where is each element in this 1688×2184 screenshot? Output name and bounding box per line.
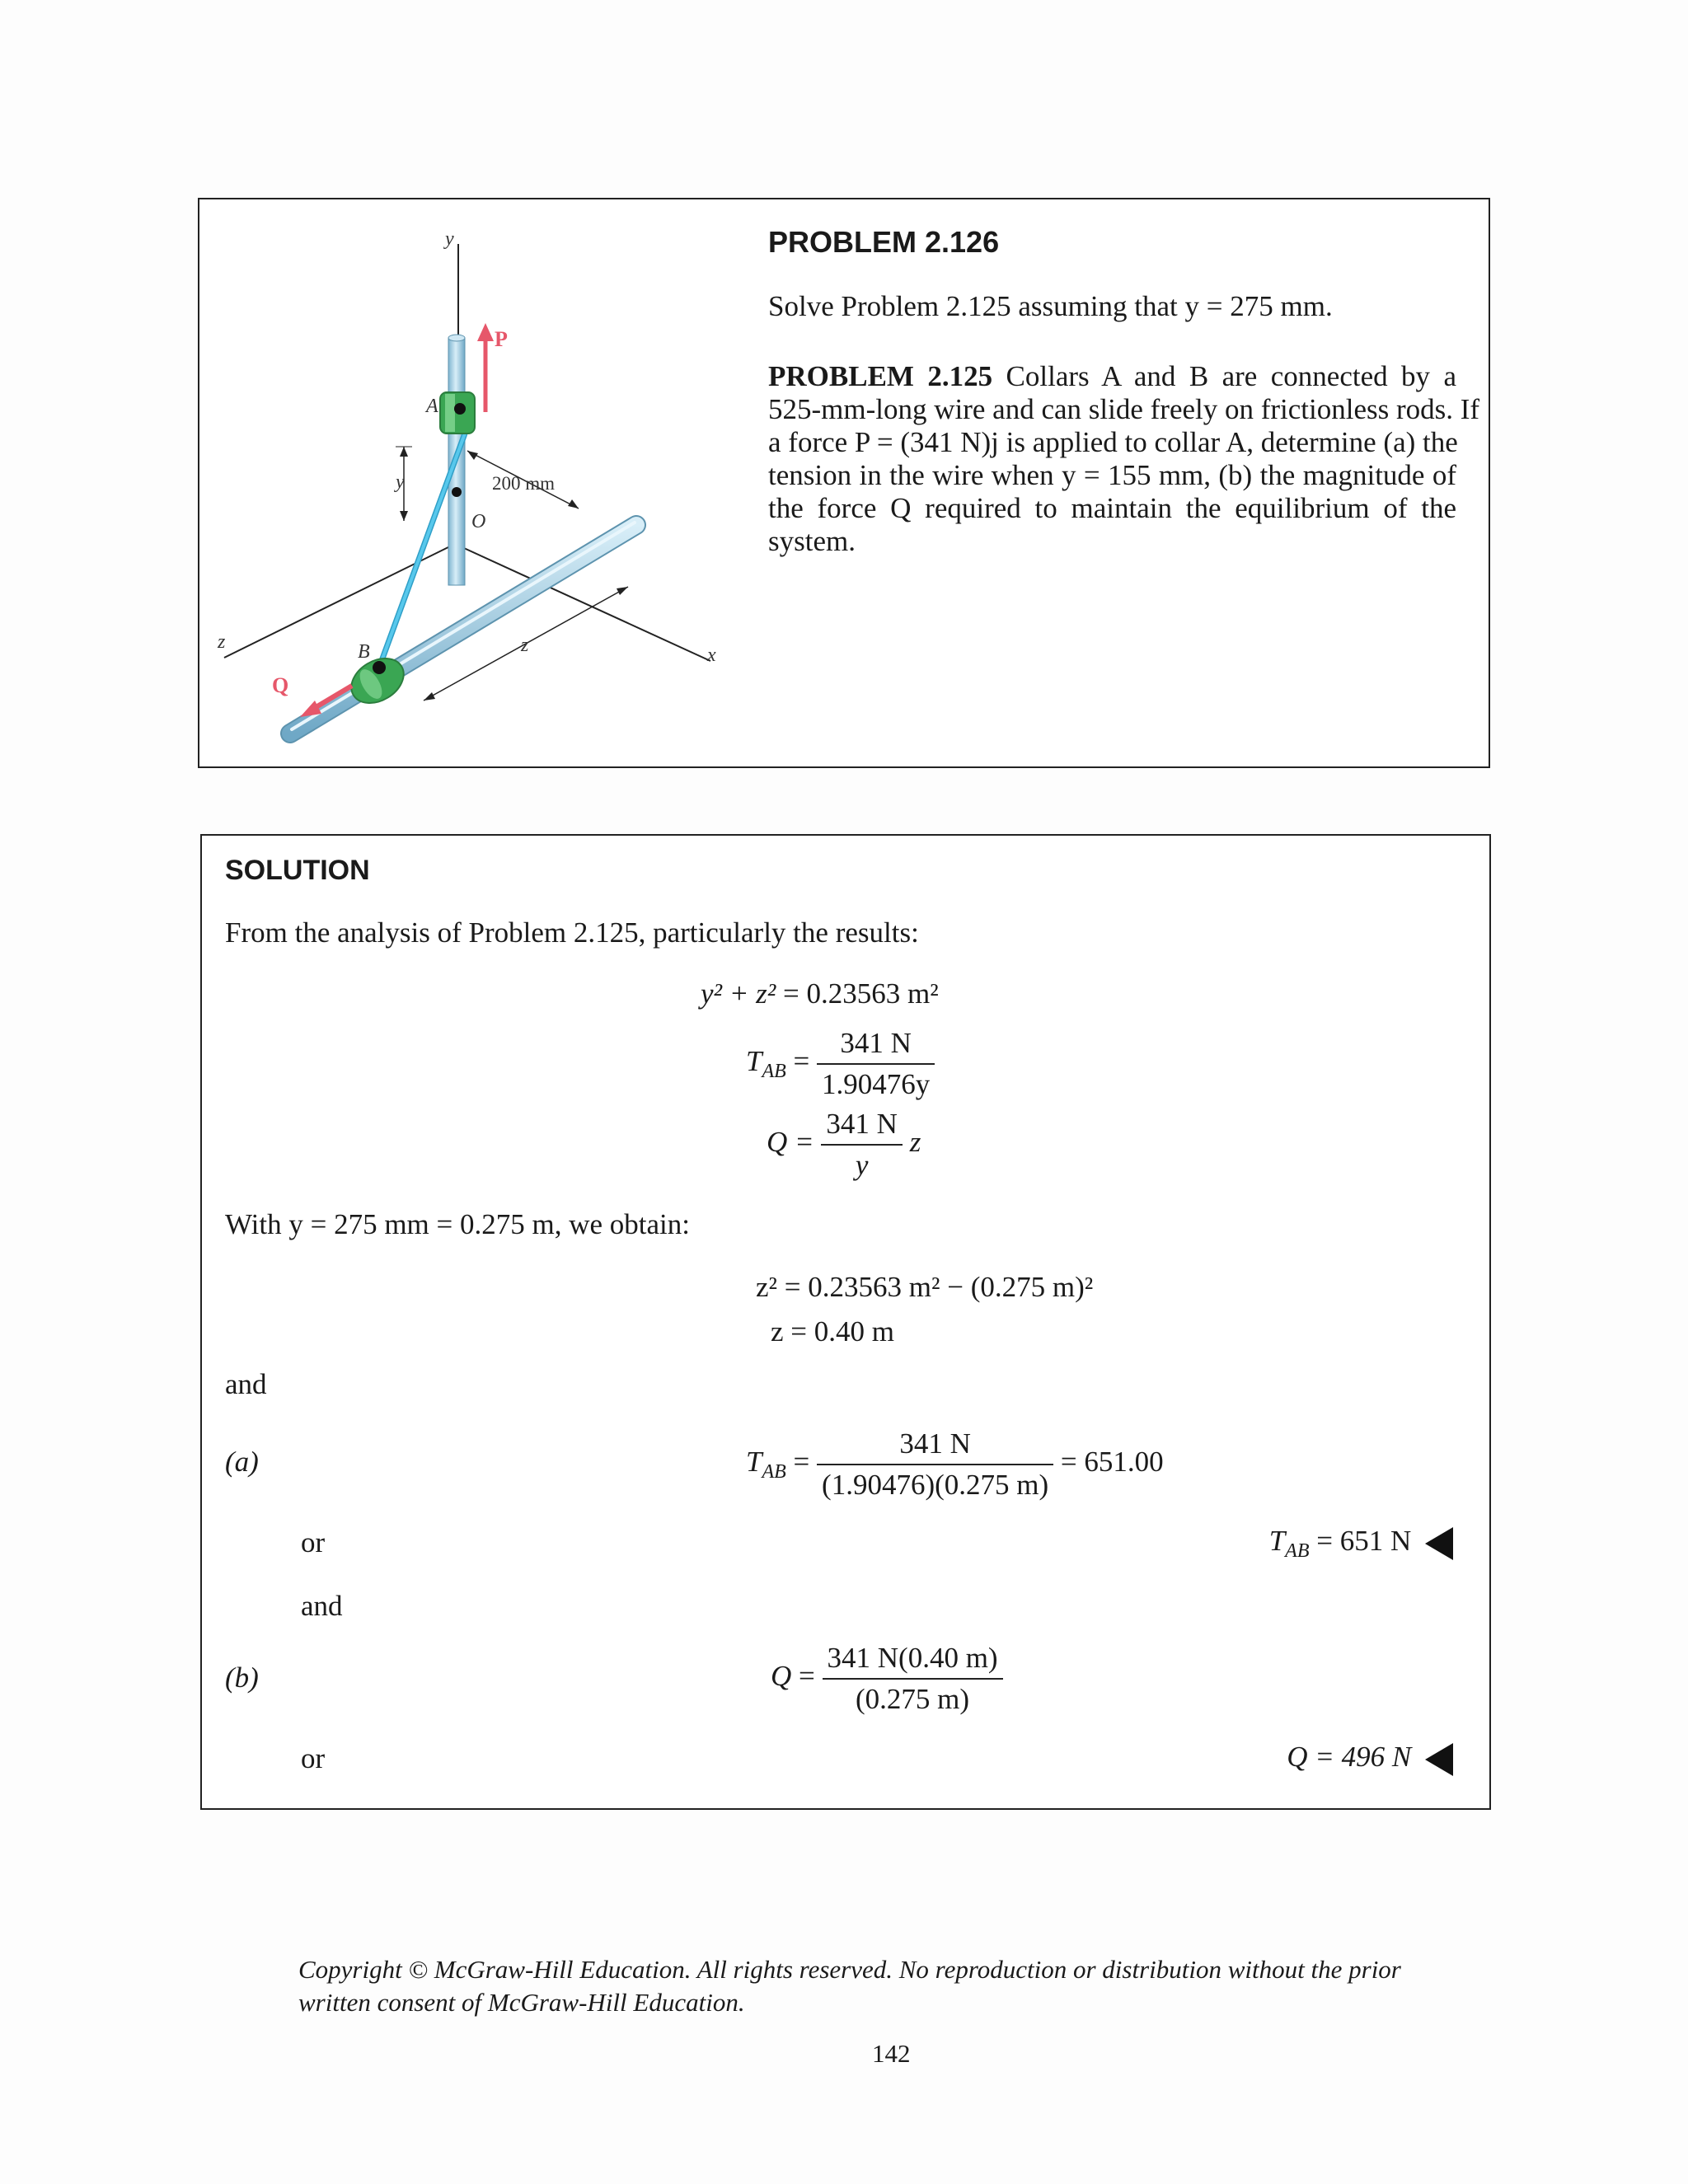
eq6: $T_{AB}$ = $\frac{341 N}{(1.90476)(0.275 m)}$ = 651.00: [746, 1427, 1164, 1501]
point-o: [452, 487, 462, 497]
and-label-2: and: [301, 1590, 343, 1622]
eq3-fraction: [821, 1108, 903, 1182]
eq6-den: (1.90476)(0.275 m): [822, 1469, 1049, 1501]
solution-heading: SOLUTION: [225, 855, 370, 886]
eq6-result: = 651.00: [1060, 1446, 1164, 1479]
eq7-fraction: [823, 1642, 1003, 1716]
problem-statement: Solve Problem 2.125 assuming that y = 275 mm.: [768, 290, 1333, 322]
ref-line5: the force Q required to maintain the equilibrium of the: [768, 492, 1456, 524]
answer-b-text: Q = 496 N: [1287, 1741, 1412, 1773]
dim-200-label: 200 mm: [492, 473, 556, 494]
eq2-den: 1.90476y: [822, 1068, 931, 1100]
and-label-1: and: [225, 1368, 267, 1400]
answer-a-rhs: = 651 N: [1316, 1525, 1412, 1557]
part-a-label: (a): [225, 1446, 259, 1478]
ref-line3: a force P = (341 N)j is applied to collar A, determine (a) the: [768, 426, 1458, 458]
label-b: B: [358, 641, 370, 663]
answer-a: [1269, 1525, 1453, 1568]
z-axis-label: z: [218, 631, 226, 653]
dim-z-label: z: [521, 635, 529, 656]
eq2: $T_{AB}$ = $\frac{341 N}{1.90476y}$: [746, 1027, 935, 1101]
eq7-den: (0.275 m): [856, 1683, 970, 1715]
eq7: Q = $\frac{341 N(0.40 m)}{(0.275 m)}$: [771, 1642, 1003, 1716]
eq3-num: 341 N: [821, 1108, 903, 1146]
answer-a-sub: AB: [1285, 1540, 1310, 1562]
eq2-lhs: T: [746, 1045, 762, 1078]
eq6-sub: AB: [762, 1461, 786, 1483]
copyright-line-1: Copyright © McGraw-Hill Education. All rights reserved. No reproduction or distribution without the prior: [298, 1955, 1401, 1984]
dim-y-label: y: [396, 471, 405, 493]
ref-line4: tension in the wire when y = 155 mm, (b) the magnitude of: [768, 459, 1456, 491]
eq2-fraction: [817, 1027, 935, 1101]
label-a: A: [426, 396, 438, 417]
page-number: 142: [872, 2039, 911, 2068]
solution-intro: From the analysis of Problem 2.125, particularly the results:: [225, 916, 919, 949]
or-label-1: or: [301, 1526, 326, 1558]
eq1-lhs: y² + z²: [701, 977, 776, 1010]
x-axis-label: x: [707, 644, 716, 666]
eq5: z = 0.40 m: [771, 1315, 894, 1347]
label-o: O: [471, 511, 486, 532]
problem-box: [198, 198, 1490, 768]
eq7-num: 341 N(0.40 m): [823, 1642, 1003, 1680]
label-q: Q: [272, 673, 289, 697]
collar-a: [440, 392, 475, 434]
ref-line2: 525-mm-long wire and can slide freely on frictionless rods. If: [768, 393, 1480, 425]
eq1-rhs: = 0.23563 m²: [783, 977, 939, 1010]
problem-title: PROBLEM 2.126: [768, 225, 1000, 259]
y-axis-label: y: [445, 228, 454, 250]
eq3-tail: z: [909, 1126, 921, 1159]
or-label-2: or: [301, 1742, 326, 1774]
part-b-label: (b): [225, 1661, 259, 1694]
eq3-den: y: [855, 1149, 869, 1181]
ref-line1: [768, 360, 1456, 393]
eq3: [767, 1108, 921, 1182]
label-p: P: [495, 327, 508, 351]
answer-a-lhs: T: [1268, 1525, 1286, 1557]
answer-marker-icon: [1425, 1527, 1453, 1560]
copyright-line-2: written consent of McGraw-Hill Education.: [298, 1988, 745, 2017]
eq2-sub: AB: [762, 1061, 786, 1083]
ref-line6: system.: [768, 525, 856, 557]
with-line: With y = 275 mm = 0.275 m, we obtain:: [225, 1208, 690, 1240]
ref-title: PROBLEM 2.125: [768, 360, 993, 392]
eq3-lhs: Q =: [767, 1126, 814, 1159]
answer-marker-icon: [1425, 1743, 1453, 1776]
eq1: [701, 977, 939, 1010]
eq6-num: 341 N: [817, 1427, 1053, 1465]
eq6-fraction: [817, 1427, 1053, 1502]
ref-text1: Collars A and B are connected by a: [1006, 360, 1456, 392]
eq6-lhs: T: [746, 1446, 762, 1479]
eq2-num: 341 N: [817, 1027, 935, 1065]
solution-box: [200, 834, 1491, 1810]
answer-b: [1287, 1741, 1453, 1776]
eq4: z² = 0.23563 m² − (0.275 m)²: [756, 1271, 1094, 1303]
